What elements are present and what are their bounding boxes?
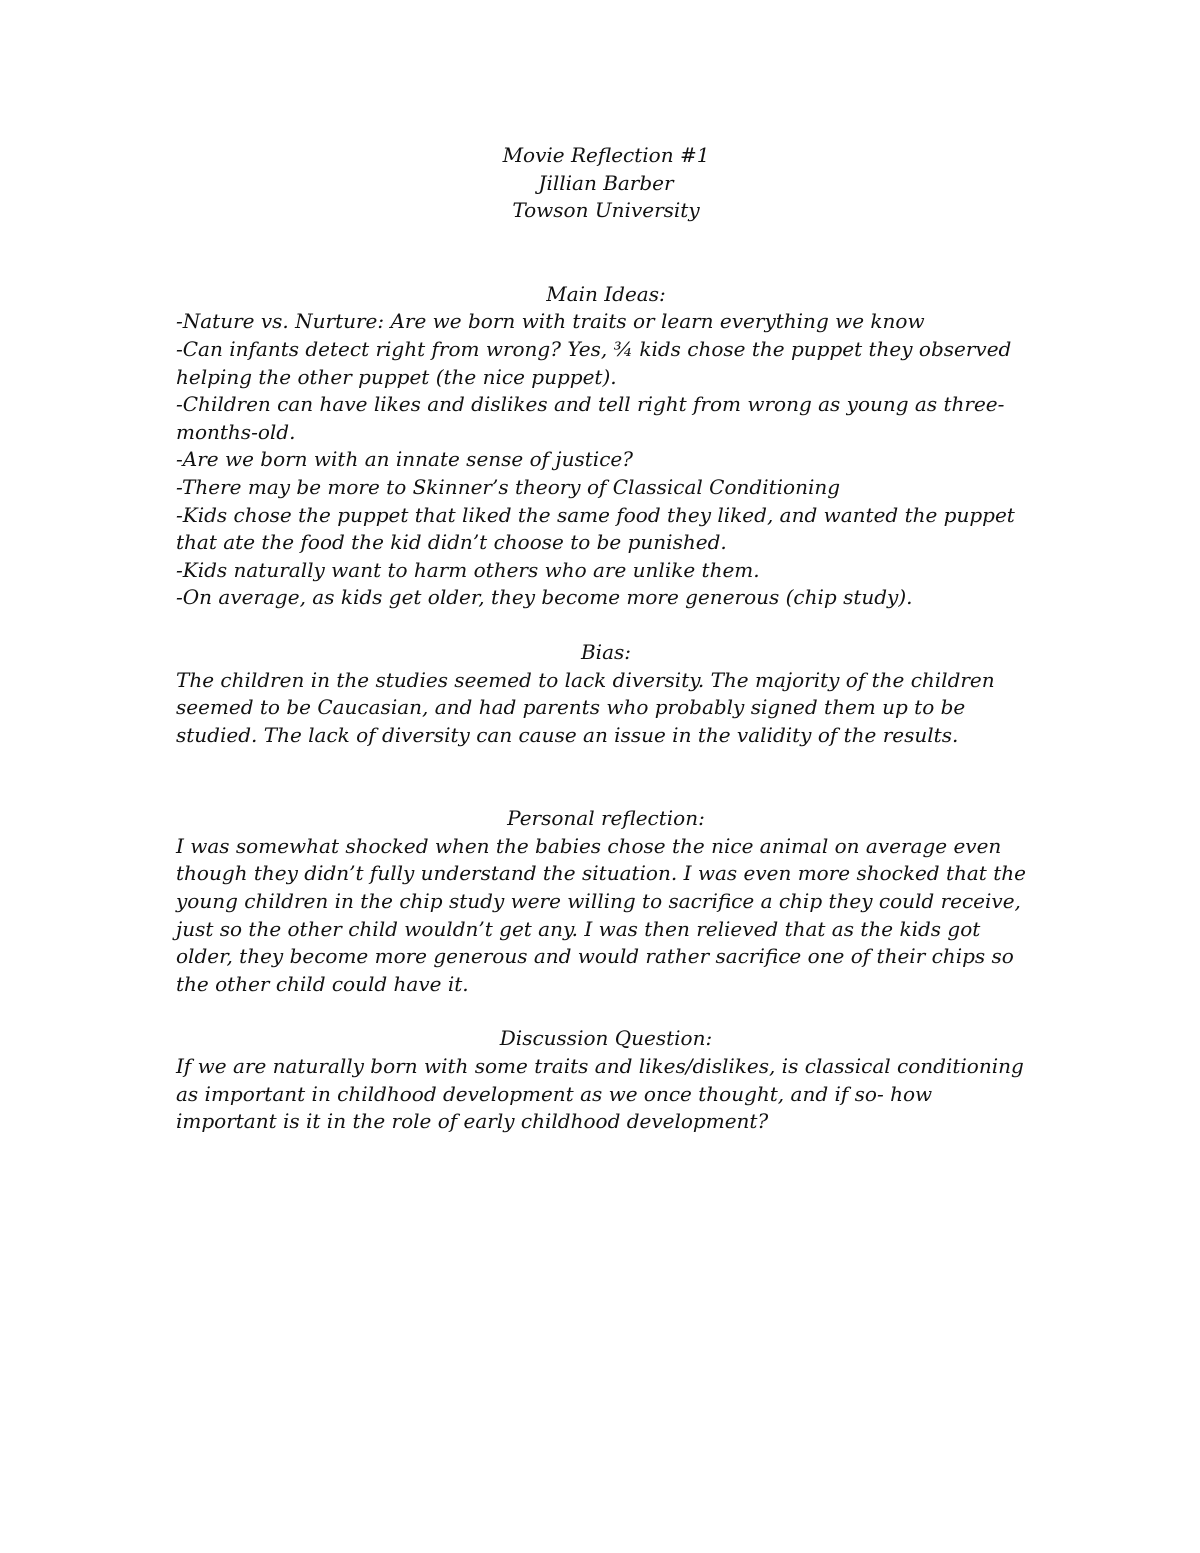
main-idea-item: -Kids naturally want to harm others who are unlike them. — [176, 557, 760, 582]
personal-reflection-paragraph: I was somewhat shocked when the babies chose the nice animal on average even though they didn’t fully understand the situation. I was even more shocked that the young children in the chip study were willing to sacrifice a chip they could receive, just so the other child wouldn’t get any. I was then relieved that as the kids got older, they become more generous and would rather sacrifice one of their chips so the other child could have it. — [176, 833, 1026, 996]
personal-reflection-heading: Personal reflection: — [507, 806, 705, 831]
document-body — [176, 142, 1036, 1136]
spacer — [176, 749, 1036, 805]
main-idea-item: -Are we born with an innate sense of justice? — [176, 447, 633, 472]
bias-heading: Bias: — [580, 639, 632, 664]
spacer — [176, 225, 1036, 281]
bias-section — [176, 639, 1036, 749]
discussion-question-section — [176, 1025, 1036, 1135]
bias-paragraph: The children in the studies seemed to lack diversity. The majority of the children seemed to be Caucasian, and had parents who probably signed them up to be studied. The lack of diversity can cause an issue in the validity of the results. — [176, 667, 995, 747]
discussion-question-paragraph: If we are naturally born with some traits and likes/dislikes, is classical conditioning as important in childhood development as we once thought, and if so- how important is it in the role of early childhood development? — [176, 1054, 1024, 1134]
document-header — [176, 142, 1036, 225]
main-ideas-heading: Main Ideas: — [546, 281, 666, 306]
main-idea-item: -On average, as kids get older, they become more generous (chip study). — [176, 585, 913, 610]
document-title: Movie Reflection #1 — [502, 143, 710, 167]
main-idea-item: -Children can have likes and dislikes and tell right from wrong as young as three-months-old. — [176, 392, 1005, 444]
main-idea-item: -Kids chose the puppet that liked the same food they liked, and wanted the puppet that ate the food the kid didn’t choose to be punished. — [176, 502, 1015, 555]
main-idea-item: -There may be more to Skinner’s theory of Classical Conditioning — [176, 474, 841, 499]
discussion-question-heading: Discussion Question: — [499, 1026, 713, 1051]
main-ideas-section — [176, 281, 1036, 612]
author-name: Jillian Barber — [538, 170, 674, 195]
spacer — [176, 998, 1036, 1025]
main-idea-item: -Nature vs. Nurture: Are we born with traits or learn everything we know — [176, 309, 925, 334]
main-idea-item: -Can infants detect right from wrong? Yes, ¾ kids chose the puppet they observed helping the other puppet (the nice puppet). — [176, 336, 1012, 389]
institution-name: Towson University — [512, 198, 700, 223]
personal-reflection-section — [176, 805, 1036, 998]
spacer — [176, 612, 1036, 639]
